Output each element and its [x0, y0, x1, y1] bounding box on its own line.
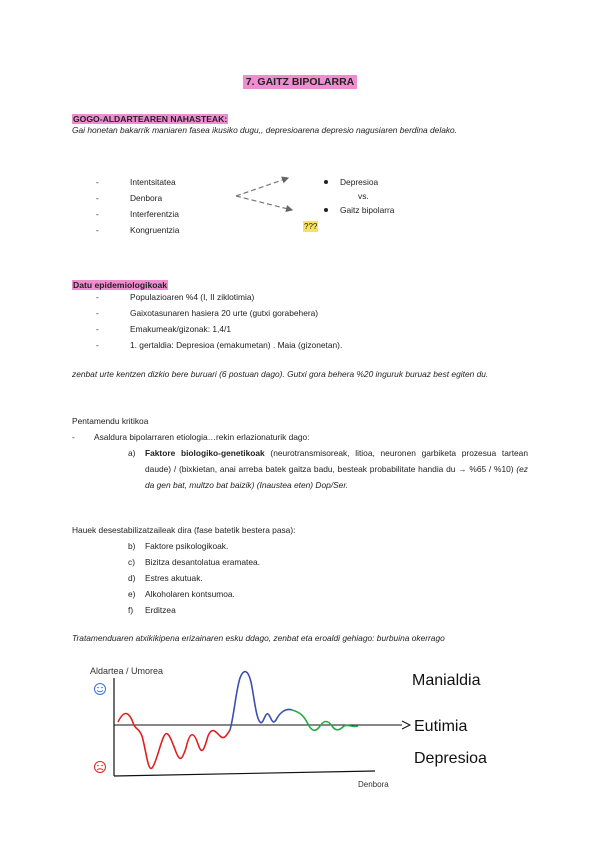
list-item: - Populazioaren %4 (I, II ziklotimia)	[96, 289, 516, 305]
arrowhead	[402, 721, 410, 729]
depression-phase-line	[118, 714, 230, 769]
section-critical-thinking: Pentamendu kritikoa	[72, 416, 149, 426]
criteria-list	[96, 174, 246, 238]
mood-chart	[80, 660, 520, 800]
section-heading: GOGO-ALDARTEAREN NAHASTEAK:	[73, 114, 228, 124]
list-item	[128, 586, 428, 602]
arrow-up	[236, 178, 288, 196]
epidemiology-note: zenbat urte kentzen dizkio bere buruari (6 postuan dago). Gutxi gora behera %20 inguruk buruaz best egiten du.	[72, 369, 489, 379]
section-heading: Datu epidemiologikoak	[73, 280, 168, 290]
list-item: - Kongruentzia	[96, 222, 246, 238]
compare-list	[324, 175, 464, 217]
page-title-text: 7. GAITZ BIPOLARRA	[243, 75, 358, 89]
intro-text: Gai honetan bakarrik maniaren fasea ikusiko dugu,, depresioarena depresio nagusiaren berdina delako.	[72, 125, 458, 135]
arrow-down	[236, 196, 292, 210]
list-item: - Gaixotasunaren hasiera 20 urte (gutxi gorabehera)	[96, 305, 516, 321]
subitem-text	[145, 445, 528, 493]
euthymia-phase-line	[292, 710, 358, 730]
etiology-subitem	[128, 445, 528, 493]
question-text: ???	[304, 222, 318, 231]
list-item: - 1. gertaldia: Depresioa (emakumetan) . Maia (gizonetan).	[96, 337, 516, 353]
item-marker: f)	[128, 605, 134, 615]
list-item	[128, 570, 428, 586]
item-marker: d)	[128, 573, 136, 583]
item-text: Bizitza desantolatua eramatea.	[145, 557, 260, 567]
list-item: - Emakumeak/gizonak: 1,4/1	[96, 321, 516, 337]
mania-phase-line	[230, 672, 292, 730]
mania-label: Manialdia	[412, 672, 481, 689]
item-marker: e)	[128, 589, 136, 599]
list-item: - Intentsitatea	[96, 174, 246, 190]
item-text: Estres akutuak.	[145, 573, 203, 583]
euthymia-label: Eutimia	[414, 718, 468, 735]
destabilizers-heading: Hauek desestabilizatzaileak dira (fase batetik bestera pasa):	[72, 525, 296, 535]
etiology-list	[72, 429, 492, 445]
subitem-body: (neurotransmisoreak, litioa, neuronen garbiketa prozesua tartean daude) / (bixkietan, anai arreba batek gaitza badu, besteak probabilitate handia du → %65 / %10)	[145, 448, 528, 474]
treatment-note: Tratamenduaren atxikikipena erizainaren esku ddago, zenbat eta eroaldi gehiago: burbuina okerrago	[72, 633, 445, 643]
depression-label: Depresioa	[414, 750, 487, 767]
item-text: Erditzea	[145, 605, 176, 615]
arrows-diagram	[230, 172, 300, 218]
list-item: Depresioa	[324, 175, 464, 189]
list-item: - Interferentzia	[96, 206, 246, 222]
item-marker: c)	[128, 557, 135, 567]
vs-label	[324, 189, 464, 203]
destabilizers-list	[128, 538, 428, 618]
x-axis-label: Denbora	[358, 780, 389, 789]
list-item: - Denbora	[96, 190, 246, 206]
list-item	[128, 538, 428, 554]
subitem-italic: (ez da gen bat, multzo bat baizik) (Inaustea eten) Dop/Ser.	[145, 464, 528, 490]
question-marks	[303, 216, 318, 234]
y-axis-label: Aldartea / Umorea	[90, 666, 164, 676]
item-marker: b)	[128, 541, 136, 551]
x-axis	[114, 771, 375, 776]
list-item: Gaitz bipolarra	[324, 203, 464, 217]
epidemiology-list	[96, 289, 516, 353]
subitem-bold: Faktore biologiko-genetikoak	[145, 448, 265, 458]
list-item	[128, 554, 428, 570]
page-title	[0, 76, 600, 88]
item-text: Faktore psikologikoak.	[145, 541, 229, 551]
vs-text: vs.	[358, 191, 369, 201]
item-text: Alkoholaren kontsumoa.	[145, 589, 235, 599]
list-item: - Asaldura bipolarraren etiologia…rekin erlazionaturik dago:	[72, 429, 492, 445]
happy-face-icon	[95, 684, 106, 695]
sad-face-icon	[95, 762, 106, 773]
subitem-marker: a)	[128, 448, 136, 458]
list-item	[128, 602, 428, 618]
